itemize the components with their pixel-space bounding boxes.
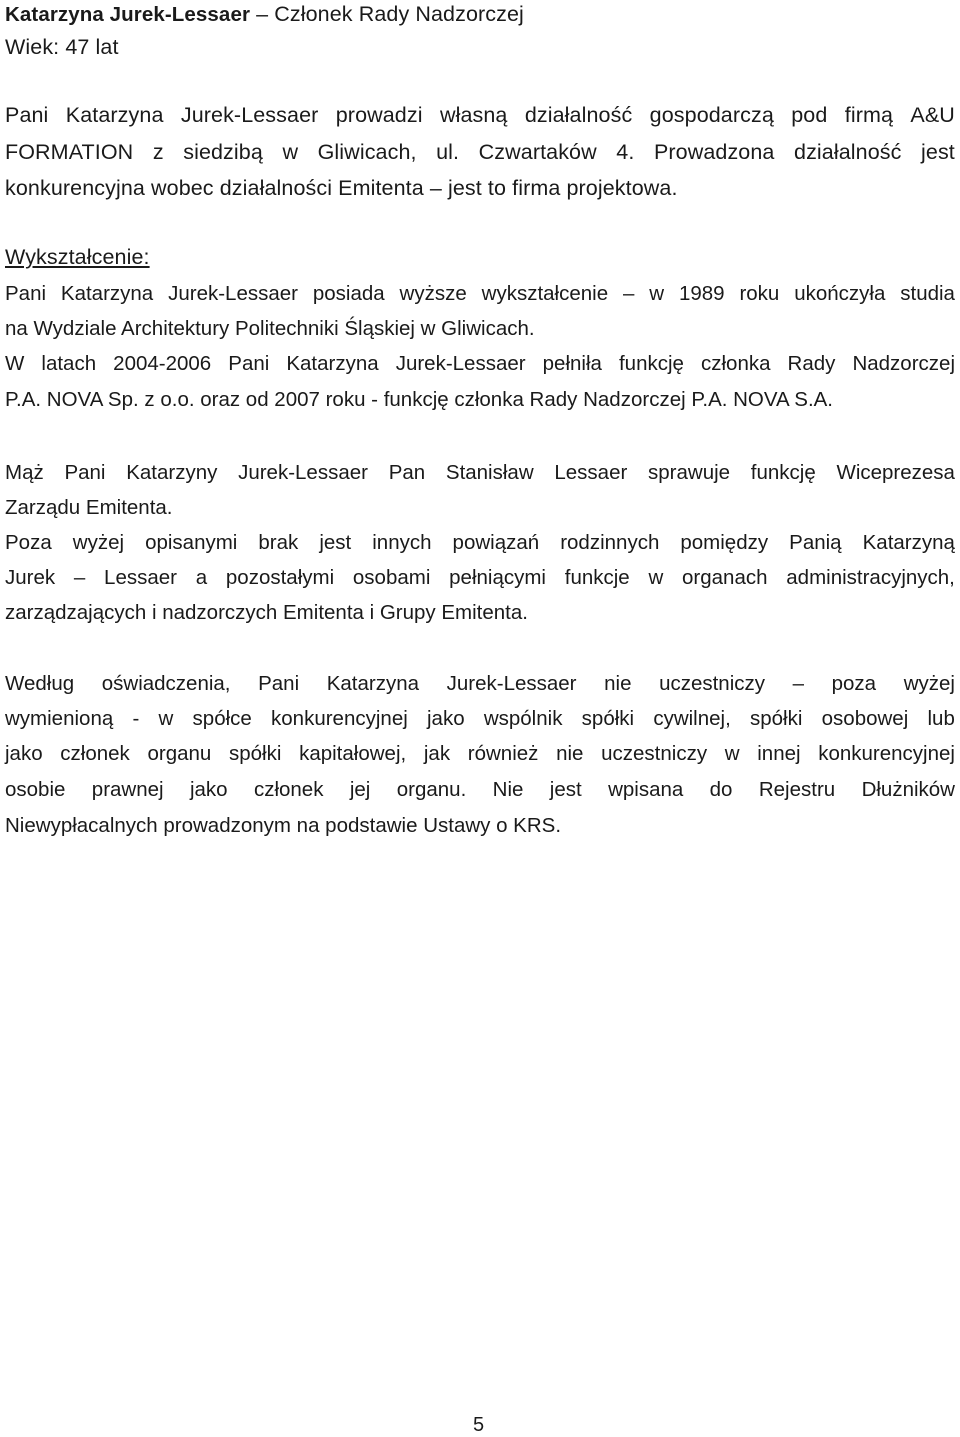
- line-word: siedzibą: [183, 140, 263, 164]
- line-word: jako: [5, 742, 43, 765]
- line-word: Jurek-Lessaer: [238, 461, 368, 484]
- line-word: FORMATION: [5, 140, 134, 164]
- person-name: Katarzyna Jurek-Lessaer: [5, 3, 251, 26]
- line-word: w: [158, 707, 174, 730]
- line-word: posiada: [312, 282, 385, 305]
- line-word: spółki: [750, 707, 803, 730]
- page-number: 5: [473, 1414, 485, 1436]
- heading-separator: –: [250, 2, 275, 26]
- line-word: pełniła: [542, 352, 602, 375]
- line-word: osobowej: [821, 707, 909, 730]
- line-word: konkurencyjnej: [271, 707, 408, 730]
- line-word: pełniącymi: [449, 566, 546, 589]
- line-word: Jurek-Lessaer: [446, 672, 577, 695]
- line-word: pozostałymi: [225, 566, 335, 589]
- line-word: 4.: [616, 140, 635, 164]
- line-word: Gliwicach,: [317, 140, 417, 164]
- line-word: lub: [927, 707, 955, 730]
- line-word: Jurek-Lessaer: [395, 352, 526, 375]
- line-word: sprawuje: [648, 461, 731, 484]
- line-word: jako: [189, 778, 228, 801]
- line-word: –: [622, 282, 635, 305]
- line-word: Pani: [5, 282, 47, 305]
- line-word: członka: [700, 352, 771, 375]
- line-word: uczestniczy: [601, 742, 708, 765]
- line-word: funkcję: [618, 352, 684, 375]
- education-line-2: na Wydziale Architektury Politechniki Śląskiej w Gliwicach.: [5, 317, 535, 340]
- line-word: Lessaer: [554, 461, 628, 484]
- person-role: Członek Rady Nadzorczej: [274, 2, 524, 26]
- line-word: również: [467, 742, 539, 765]
- family-line-4: [5, 564, 955, 592]
- declaration-line-2: [5, 705, 955, 733]
- line-word: A&U: [910, 103, 955, 127]
- family-line-2: Zarządu Emitenta.: [5, 496, 173, 519]
- line-word: –: [792, 672, 805, 695]
- line-word: osobie: [5, 778, 66, 801]
- person-heading: [5, 0, 524, 29]
- line-word: jest: [319, 531, 352, 554]
- family-line-3: [5, 529, 955, 557]
- line-word: Nadzorczej: [852, 352, 955, 375]
- line-word: Pan: [388, 461, 426, 484]
- line-word: Nie: [492, 778, 524, 801]
- line-word: Rejestru: [758, 778, 836, 801]
- line-word: organu.: [396, 778, 467, 801]
- line-word: wyżej: [903, 672, 955, 695]
- line-word: wpisana: [608, 778, 684, 801]
- line-word: brak: [258, 531, 299, 554]
- line-word: 1989: [678, 282, 725, 305]
- declaration-line-5: Niewypłacalnych prowadzonym na podstawie Ustawy o KRS.: [5, 814, 562, 837]
- line-word: innych: [372, 531, 432, 554]
- line-word: cywilnej,: [653, 707, 731, 730]
- line-word: prowadzi: [335, 103, 423, 127]
- line-word: Wiceprezesa: [836, 461, 955, 484]
- line-word: innej: [757, 742, 801, 765]
- declaration-line-1: [5, 670, 955, 698]
- line-word: Pani: [228, 352, 270, 375]
- line-word: organu: [147, 742, 212, 765]
- line-word: Panią: [789, 531, 842, 554]
- family-line-5: zarządzających i nadzorczych Emitenta i Grupy Emitenta.: [5, 601, 528, 624]
- line-word: W: [5, 352, 25, 375]
- line-word: własną: [439, 103, 508, 127]
- line-word: wyżej: [72, 531, 125, 554]
- line-word: Poza: [5, 531, 52, 554]
- line-word: Lessaer: [104, 566, 177, 589]
- line-word: Katarzyna: [326, 672, 420, 695]
- line-word: Jurek-Lessaer: [180, 103, 319, 127]
- education-line-1: [5, 280, 955, 308]
- line-word: –: [73, 566, 86, 589]
- line-word: rodzinnych: [560, 531, 660, 554]
- line-word: Według: [5, 672, 75, 695]
- declaration-line-4: [5, 776, 955, 804]
- line-word: w: [648, 566, 664, 589]
- line-word: działalność: [794, 140, 902, 164]
- line-word: kapitałowej,: [299, 742, 407, 765]
- line-word: spółki: [228, 742, 282, 765]
- line-word: Czwartaków: [478, 140, 597, 164]
- line-word: jej: [349, 778, 371, 801]
- line-word: poza: [831, 672, 877, 695]
- line-word: jako: [427, 707, 465, 730]
- line-word: pod: [791, 103, 828, 127]
- line-word: nie: [556, 742, 584, 765]
- line-word: prawnej: [91, 778, 164, 801]
- business-line-3: konkurencyjna wobec działalności Emitenta – jest to firma projektowa.: [5, 176, 678, 200]
- line-word: Katarzyną: [862, 531, 955, 554]
- line-word: Pani: [64, 461, 106, 484]
- line-word: latach: [41, 352, 97, 375]
- line-word: do: [709, 778, 733, 801]
- line-word: Katarzyny: [126, 461, 218, 484]
- line-word: członek: [253, 778, 324, 801]
- line-word: roku: [739, 282, 780, 305]
- line-word: powiązań: [452, 531, 540, 554]
- line-word: Katarzyna: [65, 103, 164, 127]
- line-word: członek: [60, 742, 130, 765]
- line-word: firmą: [844, 103, 894, 127]
- line-word: studia: [900, 282, 955, 305]
- education-line-3: [5, 350, 955, 378]
- line-word: Rady: [787, 352, 836, 375]
- line-word: konkurencyjnej: [818, 742, 955, 765]
- line-word: wyższe: [399, 282, 467, 305]
- line-word: z: [152, 140, 164, 164]
- line-word: wykształcenie: [481, 282, 609, 305]
- line-word: spółki: [581, 707, 635, 730]
- line-word: funkcję: [750, 461, 816, 484]
- education-line-4: P.A. NOVA Sp. z o.o. oraz od 2007 roku - funkcję członka Rady Nadzorczej P.A. NOVA S.A.: [5, 388, 834, 411]
- line-word: gospodarczą: [649, 103, 774, 127]
- line-word: Katarzyna: [286, 352, 379, 375]
- education-heading: Wykształcenie:: [5, 245, 150, 269]
- line-word: oświadczenia,: [101, 672, 231, 695]
- line-word: Jurek: [5, 566, 56, 589]
- line-word: nie: [604, 672, 632, 695]
- line-word: ul.: [436, 140, 460, 164]
- family-line-1: [5, 459, 955, 487]
- line-word: pomiędzy: [680, 531, 769, 554]
- line-word: Prowadzona: [653, 140, 775, 164]
- line-word: jak: [423, 742, 451, 765]
- line-word: Jurek-Lessaer: [168, 282, 298, 305]
- line-word: uczestniczy: [659, 672, 766, 695]
- line-word: Pani: [258, 672, 300, 695]
- line-word: w: [649, 282, 665, 305]
- person-age: Wiek: 47 lat: [5, 35, 119, 59]
- line-word: ukończyła: [794, 282, 886, 305]
- line-word: Dłużników: [861, 778, 955, 801]
- line-word: w: [282, 140, 299, 164]
- declaration-line-3: [5, 740, 955, 768]
- line-word: Mąż: [5, 461, 44, 484]
- line-word: opisanymi: [145, 531, 238, 554]
- line-word: w: [724, 742, 740, 765]
- line-word: Pani: [5, 103, 49, 127]
- line-word: jest: [921, 140, 955, 164]
- line-word: osobami: [352, 566, 431, 589]
- line-word: funkcje: [564, 566, 630, 589]
- line-word: spółce: [192, 707, 252, 730]
- line-word: jest: [549, 778, 582, 801]
- line-word: wspólnik: [483, 707, 563, 730]
- line-word: administracyjnych,: [786, 566, 955, 589]
- line-word: wymienioną: [5, 707, 114, 730]
- line-word: organach: [682, 566, 768, 589]
- line-word: Katarzyna: [60, 282, 154, 305]
- line-word: -: [132, 707, 140, 730]
- business-line-2: [5, 138, 955, 166]
- line-word: 2004-2006: [113, 352, 212, 375]
- business-line-1: [5, 101, 955, 129]
- line-word: a: [195, 566, 208, 589]
- line-word: działalność: [524, 103, 633, 127]
- line-word: Stanisław: [445, 461, 534, 484]
